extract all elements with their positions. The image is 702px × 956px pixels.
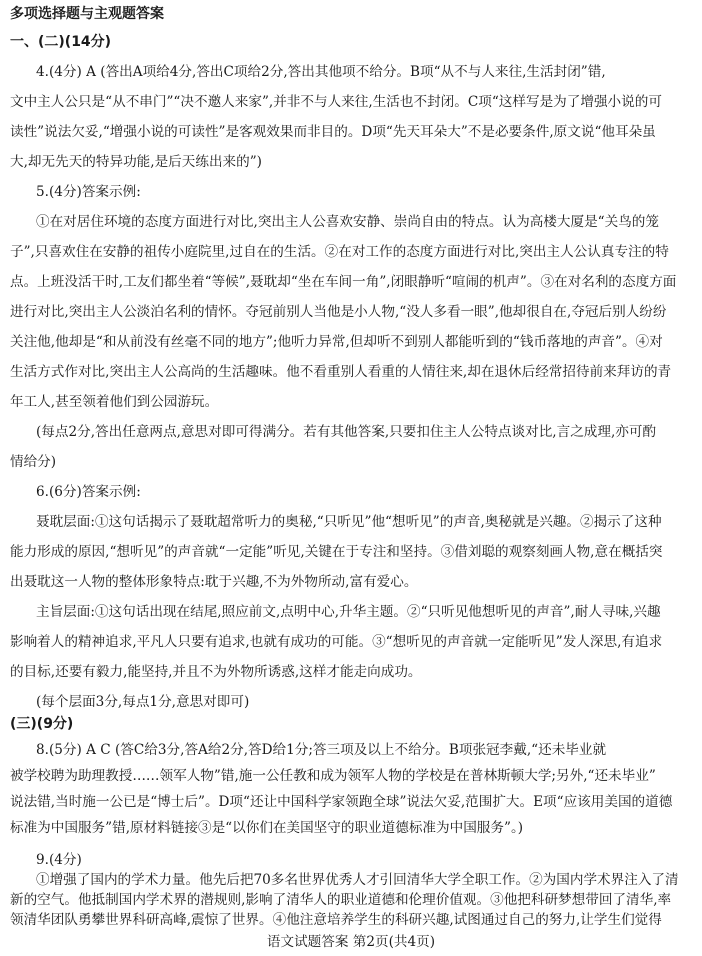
- q9-line-2: 新的空气。他抵制国内学术界的潜规则,影响了清华人的职业道德和伦理价值观。③他把科研梦想带回了清华,率: [10, 892, 672, 908]
- q4-line-4: 大,却无先天的特异功能,是后天练出来的”): [10, 154, 262, 170]
- q9-heading: 9.(4分): [36, 852, 82, 868]
- q6-note: (每个层面3分,每点1分,意思对即可): [36, 694, 250, 710]
- page-footer: 语文试题答案 第2页(共4页): [266, 934, 436, 950]
- q9-line-1: ①增强了国内的学术力量。他先后把70多名世界优秀人才引回清华大学全职工作。②为国内学术界注入了清: [36, 872, 679, 888]
- q5-line-5: 关注他,他却是“和从前没有丝毫不同的地方”;他听力异常,但却听不到别人都能听到的“钱币落地的声音”。④对: [10, 334, 663, 350]
- q6-line-6: 的目标,还要有毅力,能坚持,并且不为外物所诱惑,这样才能走向成功。: [10, 664, 422, 680]
- section-heading-2: 一、(二)(14分): [10, 34, 112, 50]
- q6-heading: 6.(6分)答案示例:: [36, 484, 141, 500]
- q4-line-2: 文中主人公只是“从不串门”“决不邀人来家”,并非不与人来往,生活也不封闭。C项“这样写是为了增强小说的可: [10, 94, 662, 110]
- q5-line-7: 年工人,甚至领着他们到公园游玩。: [10, 394, 219, 410]
- q5-note-2: 情给分): [10, 454, 57, 470]
- q5-line-4: 进行对比,突出主人公淡泊名利的情怀。夺冠前别人当他是小人物,“没人多看一眼”,他却很自在,夺冠后别人纷纷: [10, 304, 667, 320]
- q6-line-5: 影响着人的精神追求,平凡人只要有追求,也就有成功的可能。③“想听见的声音就一定能听见”发人深思,有追求: [10, 634, 663, 650]
- q5-heading: 5.(4分)答案示例:: [36, 184, 141, 200]
- q4-line-3: 读性”说法欠妥,“增强小说的可读性”是客观效果而非目的。D项“先天耳朵大”不是必要条件,原文说“他耳朵虽: [10, 124, 656, 140]
- q8-line-2: 被学校聘为助理教授……领军人物”错,施一公任教和成为领军人物的学校是在普林斯顿大学;另外,“还未毕业”: [10, 768, 656, 784]
- q5-line-2: 子”,只喜欢住在安静的祖传小庭院里,过自在的生活。②在对工作的态度方面进行对比,突出主人公认真专注的特: [10, 244, 669, 260]
- q8-line-1: 8.(5分) A C (答C给3分,答A给2分,答D给1分;答三项及以上不给分。B项张冠李戴,“还未毕业就: [36, 742, 607, 758]
- q5-line-1: ①在对居住环境的态度方面进行对比,突出主人公喜欢安静、崇尚自由的特点。认为高楼大厦是“关鸟的笼: [36, 214, 659, 230]
- q5-line-3: 点。上班没活干时,工友们都坐着“等候”,聂耽却“坐在车间一角”,闭眼静听“喧闹的机声”。③在对名利的态度方面: [10, 274, 677, 290]
- q6-line-2: 能力形成的原因,“想听见”的声音就“一定能”听见,关键在于专注和坚持。③借刘聪的观察刻画人物,意在概括突: [10, 544, 663, 560]
- q9-line-3: 领清华团队勇攀世界科研高峰,震惊了世界。④他注意培养学生的科研兴趣,试图通过自己的努力,让学生们觉得: [10, 912, 662, 928]
- q8-line-4: 标准为中国服务”错,原材料链接③是“以你们在美国坚守的职业道德标准为中国服务”。): [10, 820, 524, 836]
- page-title: 多项选择题与主观题答案: [10, 6, 164, 22]
- q6-line-3: 出聂耽这一人物的整体形象特点:耽于兴趣,不为外物所动,富有爱心。: [10, 574, 418, 590]
- section-heading-3: (三)(9分): [10, 716, 74, 732]
- q5-note-1: (每点2分,答出任意两点,意思对即可得满分。若有其他答案,只要扣住主人公特点谈对比,言之成理,亦可酌: [36, 424, 657, 440]
- q4-line-1: 4.(4分) A (答出A项给4分,答出C项给2分,答出其他项不给分。B项“从不与人来往,生活封闭”错,: [36, 64, 606, 80]
- q5-line-6: 生活方式作对比,突出主人公高尚的生活趣味。他不看重别人看重的人情往来,却在退休后经常招待前来拜访的青: [10, 364, 672, 380]
- q6-line-4: 主旨层面:①这句话出现在结尾,照应前文,点明中心,升华主题。②“只听见他想听见的声音”,耐人寻味,兴趣: [36, 604, 661, 620]
- q8-line-3: 说法错,当时施一公已是“博士后”。D项“还让中国科学家领跑全球”说法欠妥,范围扩大。E项“应该用美国的道德: [10, 794, 673, 810]
- q6-line-1: 聂耽层面:①这句话揭示了聂耽超常听力的奥秘,“只听见”他“想听见”的声音,奥秘就是兴趣。②揭示了这种: [36, 514, 662, 530]
